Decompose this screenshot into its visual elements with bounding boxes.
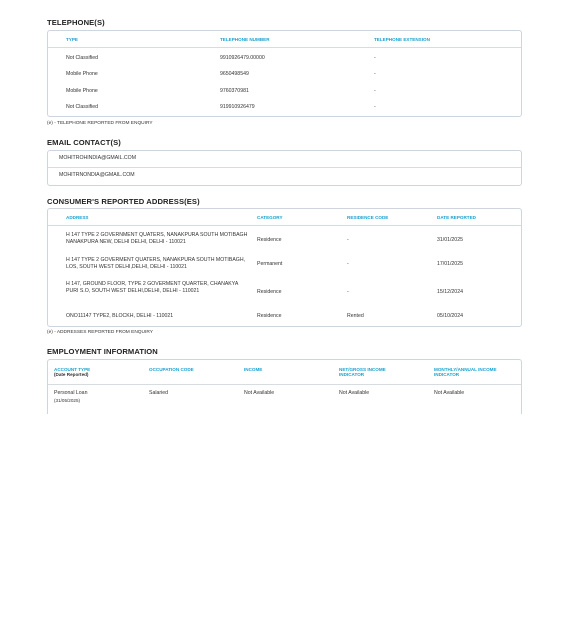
- telephone-table: [47, 30, 522, 117]
- telephone-type-header: TYPE: [66, 37, 78, 42]
- email-section-title: EMAIL CONTACT(S): [47, 138, 121, 147]
- address-row-2-date: 17/01/2025: [437, 261, 463, 267]
- telephone-row-2-extension: -: [374, 71, 376, 77]
- address-row-4-address: ONO11147 TYPE2, BLOCKH, DELHI - 110021: [66, 313, 174, 319]
- telephone-row-4-type: Not Classified: [66, 104, 99, 110]
- address-date-reported-header: DATE REPORTED: [437, 215, 476, 220]
- address-row-1-date: 31/01/2025: [437, 237, 463, 243]
- email-table: [47, 150, 522, 186]
- employment-date-reported-label: (Date Reported): [54, 372, 89, 377]
- telephone-row-3-number: 9760370981: [220, 88, 249, 94]
- address-row-3-date: 15/12/2024: [437, 289, 463, 295]
- telephone-extension-header: TELEPHONE EXTENSION: [374, 37, 430, 42]
- employment-section-title: EMPLOYMENT INFORMATION: [47, 347, 158, 356]
- employment-monthly-annual: Not Available: [434, 390, 465, 396]
- address-table: [47, 208, 522, 327]
- employment-occupation: Salaried: [149, 390, 169, 396]
- employment-account-type: Personal Loan: [54, 390, 88, 396]
- address-header: ADDRESS: [66, 215, 89, 220]
- telephone-row-2-type: Mobile Phone: [66, 71, 98, 77]
- telephone-section-title: TELEPHONE(S): [47, 18, 105, 27]
- telephone-note: (e) - TELEPHONE REPORTED FROM ENQUIRY: [47, 121, 153, 126]
- employment-account-type-label: ACCOUNT TYPE: [54, 367, 91, 372]
- address-note: (e) - ADDRESSES REPORTED FROM ENQUIRY: [47, 330, 153, 335]
- telephone-row-4-extension: -: [374, 104, 376, 110]
- address-row-4-category: Residence: [257, 313, 282, 319]
- employment-account-type-header: [54, 367, 134, 377]
- employment-occupation-header: OCCUPATION CODE: [149, 367, 194, 372]
- address-row-4-code: Rented: [347, 313, 364, 319]
- telephone-row-2-number: 9650498549: [220, 71, 249, 77]
- address-header-divider: [48, 225, 521, 226]
- employment-monthly-annual-header: MONTHLY/ANNUAL INCOME INDICATOR: [434, 367, 497, 377]
- telephone-row-3-type: Mobile Phone: [66, 88, 98, 94]
- address-row-2-code: -: [347, 261, 349, 267]
- telephone-row-1-type: Not Classified: [66, 55, 99, 61]
- address-row-3-category: Residence: [257, 289, 282, 295]
- employment-income: Not Available: [244, 390, 275, 396]
- address-row-1-category: Residence: [257, 237, 282, 243]
- employment-header-divider: [48, 384, 521, 385]
- address-residence-code-header: RESIDENCE CODE: [347, 215, 389, 220]
- email-row-divider: [48, 167, 521, 168]
- telephone-row-3-extension: -: [374, 88, 376, 94]
- address-row-3-address: H 147, GROUND FLOOR, TYPE 2 GOVERMENT QUARTER, CHANAKYA PURI S.O, SOUTH WEST DELHI,DELHI, DELHI - 110021: [66, 281, 238, 294]
- address-row-1-address: H 147 TYPE 2 GOVERNMENT QUATERS, NANAKPURA SOUTH MOTIBAGH NANAKPURA NEW, DELHI DELHI, DELHI - 110021: [66, 232, 248, 245]
- address-category-header: CATEGORY: [257, 215, 283, 220]
- employment-net-gross: Not Available: [339, 390, 370, 396]
- address-row-4-date: 05/10/2024: [437, 313, 463, 319]
- telephone-row-1-number: 9910926479.00000: [220, 55, 265, 61]
- employment-date-reported: (31/05/2025): [54, 398, 81, 403]
- email-row-1: MOHITROHINDIA@GMAIL.COM: [59, 155, 137, 161]
- telephone-row-4-number: 919910926479: [220, 104, 255, 110]
- telephone-header-divider: [48, 47, 521, 48]
- telephone-number-header: TELEPHONE NUMBER: [220, 37, 270, 42]
- address-row-3-code: -: [347, 289, 349, 295]
- employment-net-gross-header: NET/GROSS INCOME INDICATOR: [339, 367, 386, 377]
- employment-table: [47, 359, 522, 414]
- address-row-2-address: H 147 TYPE 2 GOVERMENT QUATERS, NANAKPURA SOUTH MOTIBAGH, LOS, SOUTH WEST DELHI,DELHI, DELHI - 110021: [66, 257, 246, 270]
- address-section-title: CONSUMER'S REPORTED ADDRESS(ES): [47, 197, 200, 206]
- telephone-row-1-extension: -: [374, 55, 376, 61]
- address-row-2-category: Permanent: [257, 261, 283, 267]
- employment-income-header: INCOME: [244, 367, 263, 372]
- email-row-2: MOHITRNONDIA@GMAIL.COM: [59, 172, 135, 178]
- address-row-1-code: -: [347, 237, 349, 243]
